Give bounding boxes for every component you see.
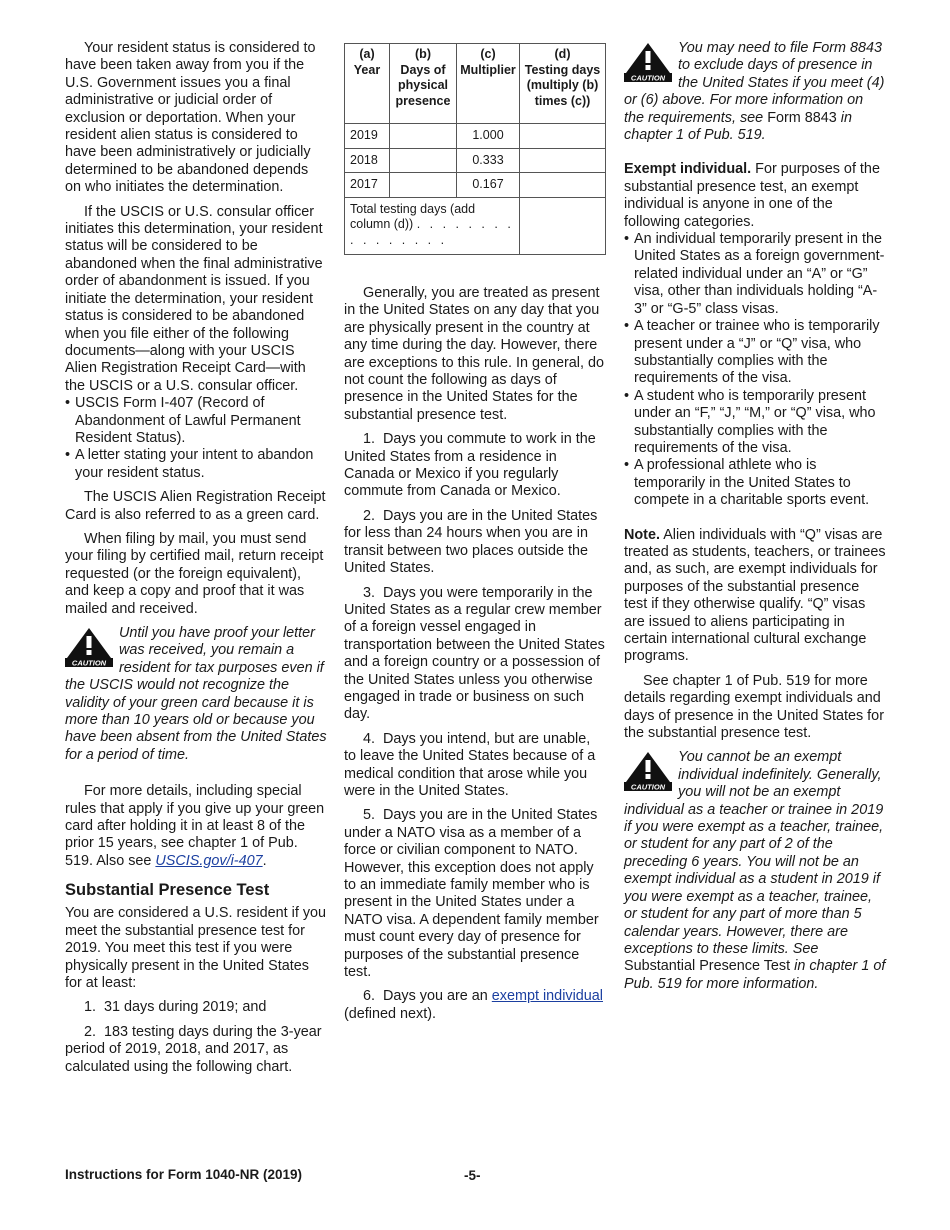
uscis-i407-link[interactable]: USCIS.gov/i-407 [155, 852, 263, 869]
paragraph-resident-status: Your resident status is considered to have been taken away from you if the U.S. Government issues you a final administrative or judicial order of exclusion or deportation. When your resident alien status is considered to have been administratively or judicially determined to be abandoned depends on who initiates the determination. [65, 40, 316, 196]
svg-text:CAUTION: CAUTION [71, 658, 107, 667]
paragraph-filing-by-mail: When filing by mail, you must send your filing by certified mail, return receipt requested (or the foreign equivalent), and keep a copy and proof that it was mailed and received. [65, 530, 324, 617]
table-header-days: (b) Days of physical presence [390, 44, 457, 124]
table-total-row: Total testing days (add column (d)) . . . . . . . . . . . . . . . . [345, 197, 606, 255]
table-header-year: (a) Year [345, 44, 390, 124]
exception-item-5: 5. Days you are in the United States under a NATO visa as a member of a force or civilian component to NATO. However, this exception does not apply to an immediate family member who is present in the United States under a NATO visa. A dependent family member must count every day of presence for purposes of the substantial presence test. [344, 807, 599, 981]
bullet-teacher-trainee: • A teacher or trainee who is temporarily present under a “J” or “Q” visa, who substantially complies with the requirements of the visa. [624, 318, 886, 388]
caution-note-proof [65, 625, 327, 764]
list-item-183-days: 2. 183 testing days during the 3-year period of 2019, 2018, and 2017, as calculated using the following chart. [65, 1023, 322, 1075]
caution-icon [624, 42, 672, 82]
svg-text:CAUTION: CAUTION [630, 782, 666, 792]
table-header-multiplier: (c) Multiplier [457, 44, 520, 124]
bullet-athlete: • A professional athlete who is temporarily in the United States to compete in a charitable sports event. [624, 457, 886, 509]
page-number: -5- [464, 1168, 481, 1183]
paragraph-exempt-individual: Exempt individual. For purposes of the substantial presence test, an exempt individual is anyone in one of the following categories. [624, 161, 880, 230]
svg-text:CAUTION: CAUTION [630, 73, 666, 82]
column-2 [344, 40, 606, 1030]
table-row: 2019 1.000 [345, 124, 606, 149]
footer-form-title: Instructions for Form 1040-NR (2019) [65, 1167, 303, 1182]
bullet-letter-intent: • A letter stating your intent to abandon your resident status. [65, 447, 327, 482]
caution-text: Until you have proof your letter was received, you remain a resident for tax purposes even if the USCIS would not recognize the validity of your green card because it is more than 10 years old or because you have been absent from the United States for a period of time. [65, 625, 327, 763]
paragraph-see-chapter-1: See chapter 1 of Pub. 519 for more details regarding exempt individuals and days of presence in the United States for the substantial presence test. [624, 672, 884, 742]
paragraph-uscis-determination: If the USCIS or U.S. consular officer initiates this determination, your resident status will be considered to be abandoned when the final administrative order of abandonment is issued. If you initiate the determination, your resident status is considered to be abandoned when you file either of the following documents—along with your USCIS Alien Registration Receipt Card—with the USCIS or a U.S. consular officer. [65, 203, 323, 394]
paragraph-green-card: The USCIS Alien Registration Receipt Card is also referred to as a green card. [65, 489, 326, 523]
caution-note-exempt-limits: CAUTION You cannot be an exempt individual indefinitely. Generally, you will not be an exempt individual as a teacher or trainee in 2019 if you were exempt as a teacher, trainee, or student for any part of 2 of the preceding 6 years. You will not be an exempt individual as a student in 2019 if you were exempt as a teacher, trainee, or student for any part of more than 5 calendar years. However, there are exceptions to these limits. See Substantial Presence Test in chapter 1 of Pub. 519 for more information. [624, 749, 886, 992]
caution-note-form-8843: CAUTION You may need to file Form 8843 to exclude days of presence in the United States if you meet (4) or (6) above. For more information on the requirements, see Form 8843 in chapter 1 of Pub. 519. [624, 40, 885, 144]
heading-substantial-presence-test: Substantial Presence Test [65, 881, 270, 900]
exception-item-2: 2. Days you are in the United States for less than 24 hours when you are in transit between two places outside the United States. [344, 507, 598, 577]
exception-item-3: 3. Days you were temporarily in the United States as a regular crew member of a foreign vessel engaged in transportation between the United States and a foreign country or a possession of the United States unless you otherwise engaged in trade or business on such day. [344, 584, 605, 723]
bullet-foreign-government: • An individual temporarily present in the United States as a foreign government-related individual under an “A” or “G” visa, other than individuals holding “A-3” or “G-5” class visas. [624, 231, 886, 318]
exception-item-1: 1. Days you commute to work in the United States from a residence in Canada or Mexico if you regularly commute from Canada or Mexico. [344, 431, 596, 500]
testing-days-table [344, 43, 606, 255]
table-row: 2018 0.333 [345, 148, 606, 173]
exempt-individual-link[interactable]: exempt individual [491, 988, 603, 1005]
column-1 [65, 40, 327, 1083]
paragraph-substantial-presence: You are considered a U.S. resident if you meet the substantial presence test for 2019. You meet this test if you were physically present in the United States for at least: [65, 905, 327, 991]
paragraph-note-q-visas: Note. Alien individuals with “Q” visas are treated as students, teachers, or trainees and, as such, are exempt individuals for purposes of the substantial presence test if they otherwise qualify. “Q” visas are issued to aliens participating in certain international cultural exchange programs. [624, 526, 886, 665]
table-header-testing-days: (d) Testing days (multiply (b) times (c)) [520, 44, 606, 124]
table-row: 2017 0.167 [345, 173, 606, 198]
caution-icon [65, 627, 113, 667]
list-item-31-days: 1. 31 days during 2019; and [84, 999, 267, 1016]
paragraph-more-details: For more details, including special rules that apply if you give up your green card after holding it in at least 8 of the prior 15 years, see chapter 1 of Pub. 519. Also see USCIS.gov/i-407. [65, 783, 325, 869]
bullet-form-i407: • USCIS Form I-407 (Record of Abandonment of Lawful Permanent Resident Status). [65, 395, 327, 447]
column-3 [624, 40, 886, 1000]
paragraph-generally-present: Generally, you are treated as present in the United States on any day that you are physically present in the country at any time during the day. However, there are exceptions to this rule. In general, do not count the following as days of presence in the United States for the substantial presence test. [344, 285, 604, 423]
caution-icon [624, 751, 672, 791]
exception-item-6: 6. Days you are an exempt individual (defined next). [344, 988, 603, 1022]
exception-item-4: 4. Days you intend, but are unable, to leave the United States because of a medical condition that arose while you were in the United States. [344, 730, 596, 799]
bullet-student: • A student who is temporarily present under an “F,” “J,” “M,” or “Q” visa, who substantially complies with the requirements of the visa. [624, 388, 886, 458]
